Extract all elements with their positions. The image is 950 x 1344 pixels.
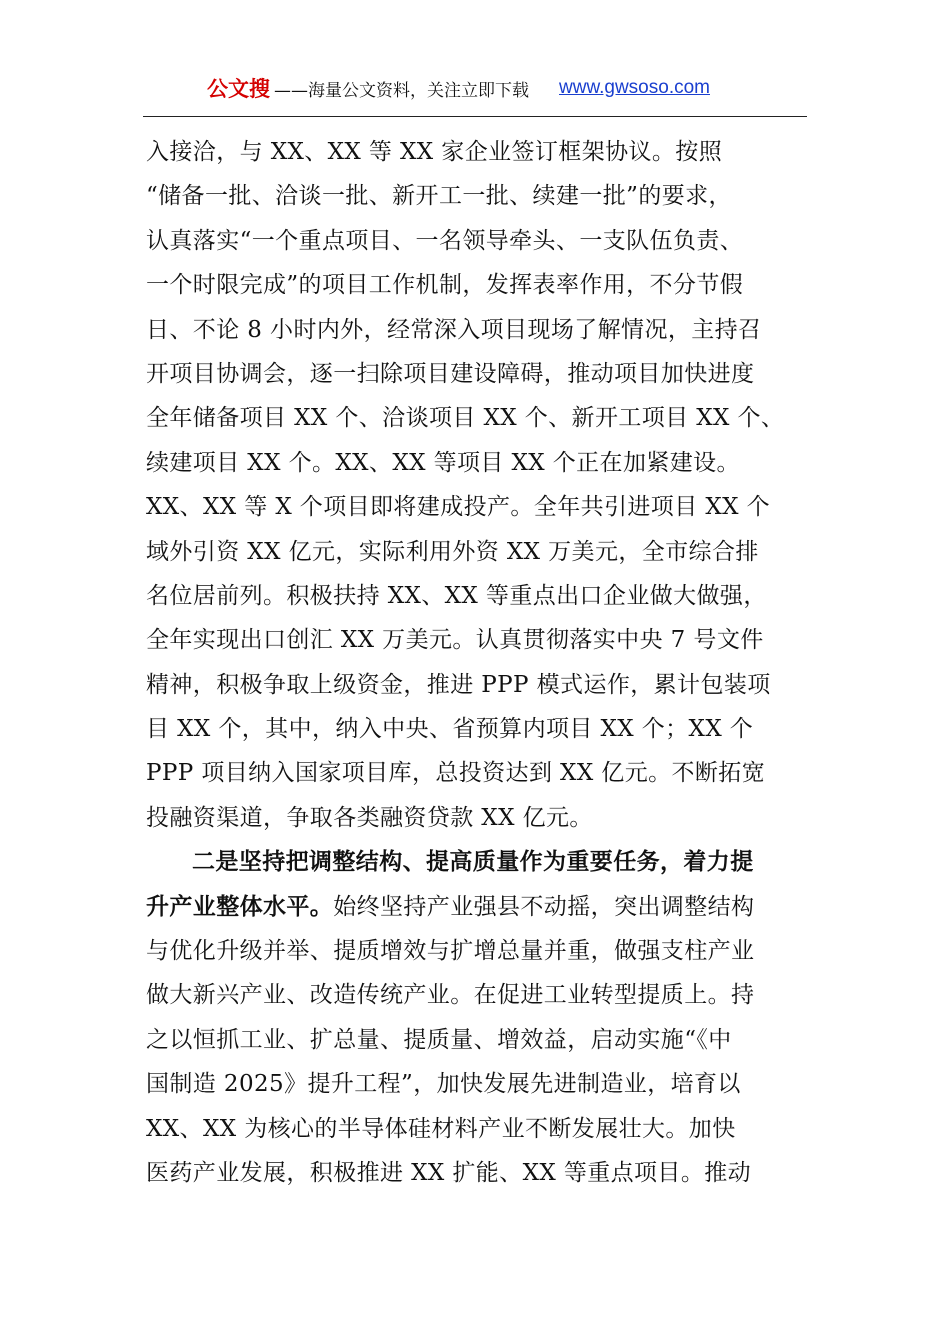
text-line: 做大新兴产业、改造传统产业。在促进工业转型提质上。持	[146, 982, 755, 1009]
text-line: 全年储备项目 XX 个、洽谈项目 XX 个、新开工项目 XX 个、	[146, 405, 785, 432]
site-link[interactable]: www.gwsoso.com	[559, 77, 710, 98]
text-line: 日、不论 8 小时内外，经常深入项目现场了解情况，主持召	[146, 316, 762, 343]
text-line: XX、XX 为核心的半导体硅材料产业不断发展壮大。加快	[146, 1115, 736, 1142]
text-line: 名位居前列。积极扶持 XX、XX 等重点出口企业做大做强，	[146, 582, 767, 609]
text-line: 续建项目 XX 个。XX、XX 等项目 XX 个正在加紧建设。	[146, 449, 740, 476]
text-line: 精神，积极争取上级资金，推进 PPP 模式运作，累计包装项	[146, 671, 771, 698]
page-header	[143, 70, 807, 106]
text-line: XX、XX 等 X 个项目即将建成投产。全年共引进项目 XX 个	[146, 494, 770, 521]
text-line: 国制造 2025》提升工程”，加快发展先进制造业，培育以	[146, 1071, 741, 1098]
text-line: 与优化升级并举、提质增效与扩增总量并重，做强支柱产业	[146, 938, 755, 965]
document-body	[146, 130, 846, 1195]
section-heading-part-2: 升产业整体水平。	[146, 892, 334, 920]
section-heading-part-1: 二是坚持把调整结构、提高质量作为重要任务，着力提	[192, 848, 754, 876]
header-slogan: ——海量公文资料，关注立即下载	[274, 80, 529, 101]
paragraph-1	[146, 130, 846, 840]
text-line: 认真落实“一个重点项目、一名领导牵头、一支队伍负责、	[146, 227, 744, 254]
header-divider	[143, 116, 807, 117]
text-line: PPP 项目纳入国家项目库，总投资达到 XX 亿元。不断拓宽	[146, 760, 766, 787]
brand-logo-text: 公文搜	[207, 77, 270, 101]
text-line: 开项目协调会，逐一扫除项目建设障碍，推动项目加快进度	[146, 360, 755, 387]
text-line: 之以恒抓工业、扩总量、提质量、增效益，启动实施“《中	[146, 1026, 732, 1053]
text-line: 域外引资 XX 亿元，实际利用外资 XX 万美元，全市综合排	[146, 538, 759, 565]
text-line: “储备一批、洽谈一批、新开工一批、续建一批”的要求，	[146, 183, 732, 210]
text-line: 全年实现出口创汇 XX 万美元。认真贯彻落实中央 7 号文件	[146, 627, 764, 654]
text-line	[146, 840, 846, 884]
text-line: 入接洽，与 XX、XX 等 XX 家企业签订框架协议。按照	[146, 139, 723, 165]
text-line: 投融资渠道，争取各类融资贷款 XX 亿元。	[146, 804, 593, 831]
text-line: 目 XX 个，其中，纳入中央、省预算内项目 XX 个；XX 个	[146, 716, 754, 743]
text-run: 始终坚持产业强县不动摇，突出调整结构	[333, 893, 755, 920]
text-line	[146, 885, 846, 929]
text-line: 医药产业发展，积极推进 XX 扩能、XX 等重点项目。推动	[146, 1159, 752, 1186]
text-line: 一个时限完成”的项目工作机制，发挥表率作用，不分节假	[146, 272, 744, 299]
paragraph-2	[146, 840, 846, 1195]
